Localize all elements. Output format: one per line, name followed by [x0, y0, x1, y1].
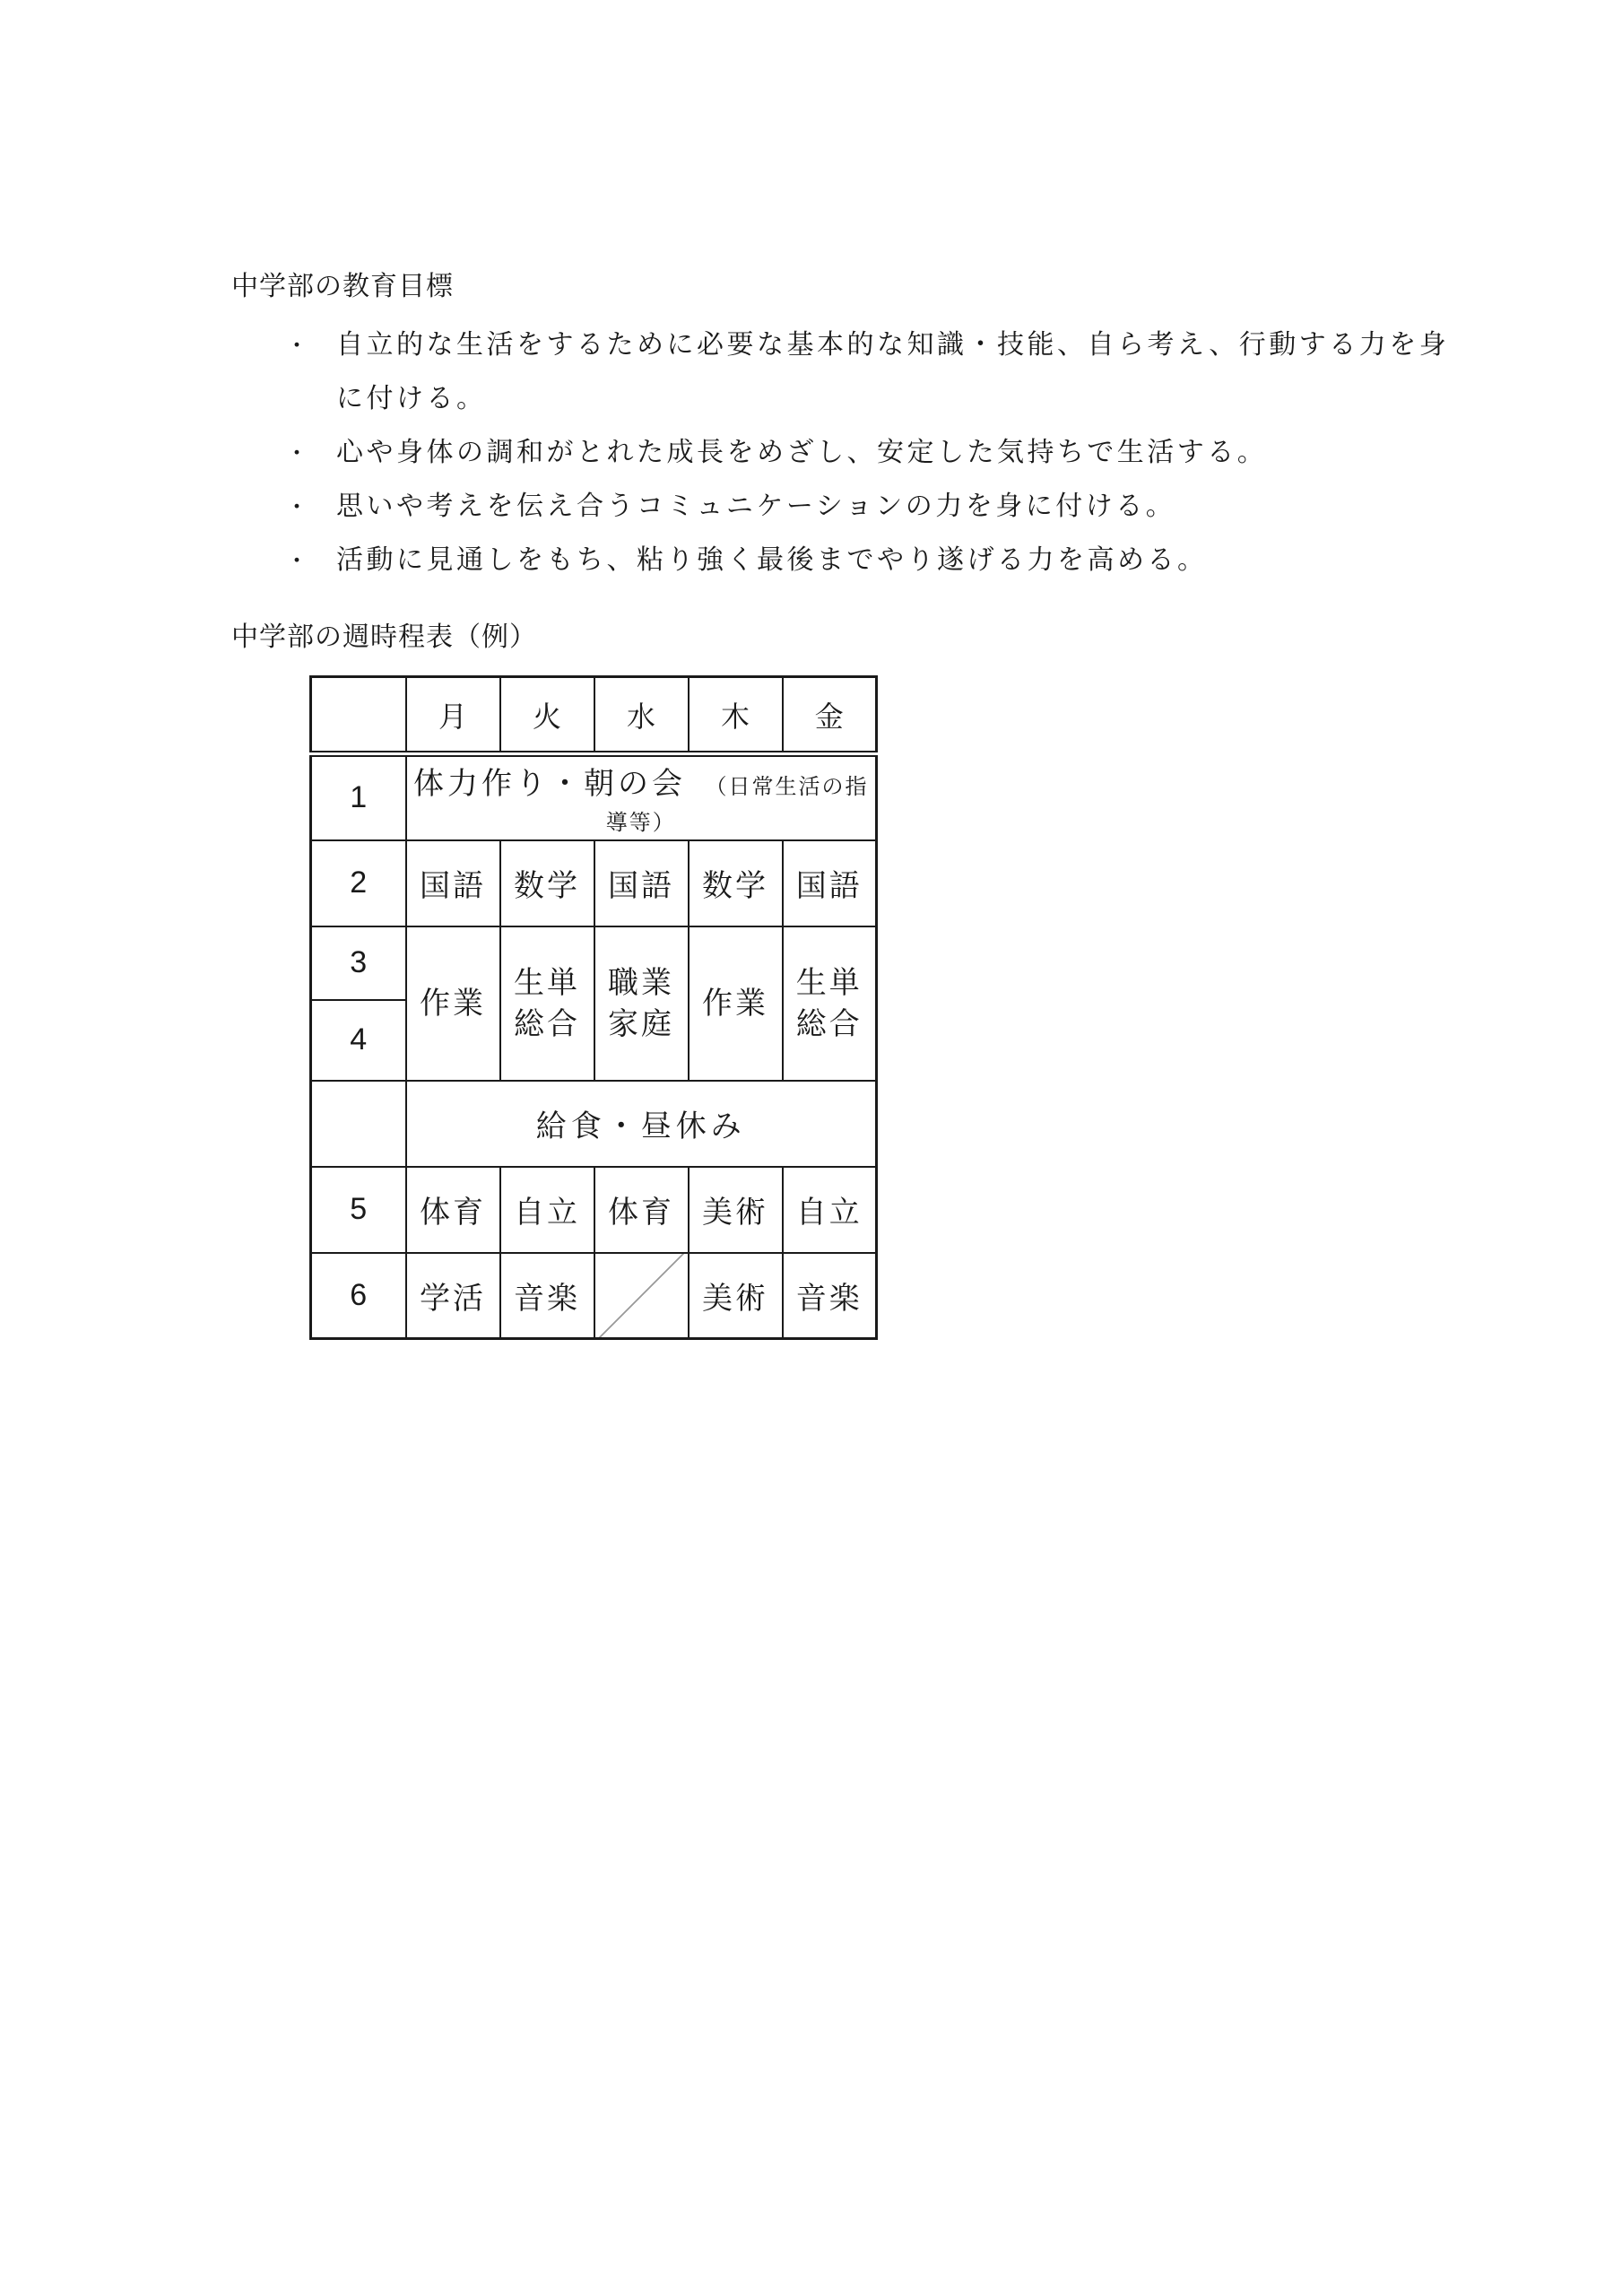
subject-text: 作業 [702, 986, 768, 1021]
period-label: 1 [311, 754, 406, 840]
period-label: 4 [311, 1000, 406, 1081]
lunch-cell: 給食・昼休み [406, 1081, 877, 1167]
corner-cell [311, 677, 406, 754]
subject-text: 美術 [702, 1281, 768, 1316]
subject-cell [783, 1167, 877, 1253]
period1-row [311, 754, 877, 840]
subject-text: 生単 [795, 965, 863, 1000]
subject-text: 音楽 [795, 1281, 863, 1316]
subject-cell [783, 1253, 877, 1339]
subject-text: 総合 [795, 1006, 863, 1041]
subject-cell [500, 1167, 594, 1253]
subject-cell [406, 1253, 500, 1339]
day-header-thu: 木 [689, 677, 783, 754]
subject-cell [406, 840, 500, 926]
day-header-wed: 水 [594, 677, 689, 754]
goal-item [231, 318, 1514, 426]
subject-cell [689, 840, 783, 926]
subject-text: 国語 [420, 869, 486, 903]
subject-text: 家庭 [608, 1006, 674, 1041]
period-label: 6 [311, 1253, 406, 1339]
subject-cell [500, 1253, 594, 1339]
subject-text: 生単 [514, 965, 580, 1000]
period2-row [311, 840, 877, 926]
subject-text: 体育 [608, 1196, 674, 1230]
bullet-icon: ・ [285, 493, 309, 520]
period3-row [311, 926, 877, 1000]
subject-text: 数学 [702, 869, 768, 903]
table-header-row [311, 677, 877, 754]
subject-cell [783, 840, 877, 926]
subject-cell [594, 926, 689, 1081]
subject-cell [500, 926, 594, 1081]
day-header-fri: 金 [783, 677, 877, 754]
subject-text: 数学 [514, 869, 580, 903]
subject-cell [594, 840, 689, 926]
period1-activity-cell [406, 754, 877, 840]
subject-text: 自立 [514, 1196, 580, 1230]
subject-text: 国語 [795, 869, 863, 903]
subject-text: 職業 [608, 965, 674, 1000]
subject-text: 総合 [514, 1006, 580, 1041]
empty-diagonal-cell [594, 1253, 689, 1339]
goal-text: 思いや考えを伝え合うコミュニケーションの力を身に付ける。 [336, 491, 1176, 521]
goal-item [231, 534, 1514, 587]
subject-cell [594, 1167, 689, 1253]
subject-cell [500, 840, 594, 926]
bullet-icon: ・ [285, 439, 309, 466]
subject-text: 作業 [420, 986, 486, 1021]
subject-cell [783, 926, 877, 1081]
subject-cell [406, 1167, 500, 1253]
subject-cell [689, 1167, 783, 1253]
period-label: 2 [311, 840, 406, 926]
period5-row [311, 1167, 877, 1253]
day-header-tue: 火 [500, 677, 594, 754]
period-label: 5 [311, 1167, 406, 1253]
subject-text: 学活 [420, 1281, 486, 1316]
goal-text: 活動に見通しをもち、粘り強く最後までやり遂げる力を高める。 [336, 545, 1208, 575]
goal-item [231, 480, 1514, 534]
period-label [311, 1081, 406, 1167]
day-header-mon: 月 [406, 677, 500, 754]
subject-text: 音楽 [514, 1281, 580, 1316]
subject-text: 自立 [795, 1196, 863, 1230]
goals-heading: 中学部の教育目標 [231, 272, 454, 301]
goal-item [231, 426, 1514, 480]
period6-row [311, 1253, 877, 1339]
subject-text: 国語 [608, 869, 674, 903]
subject-cell [689, 1253, 783, 1339]
subject-cell [406, 926, 500, 1081]
weekly-timetable [309, 675, 878, 1340]
bullet-icon: ・ [285, 332, 309, 359]
goals-list [231, 318, 1514, 587]
activity-note: （日常生活の指導等） [605, 774, 869, 835]
activity-text: 体力作り・朝の会 [413, 766, 687, 801]
subject-text: 体育 [420, 1196, 486, 1230]
lunch-row [311, 1081, 877, 1167]
subject-text: 美術 [702, 1196, 768, 1230]
period-label: 3 [311, 926, 406, 1000]
subject-cell [689, 926, 783, 1081]
bullet-icon: ・ [285, 547, 309, 574]
goal-text: 自立的な生活をするために必要な基本的な知識・技能、自ら考え、行動する力を身に付ける。 [336, 330, 1450, 413]
timetable-heading: 中学部の週時程表（例） [231, 622, 537, 652]
goal-text: 心や身体の調和がとれた成長をめざし、安定した気持ちで生活する。 [336, 438, 1268, 467]
